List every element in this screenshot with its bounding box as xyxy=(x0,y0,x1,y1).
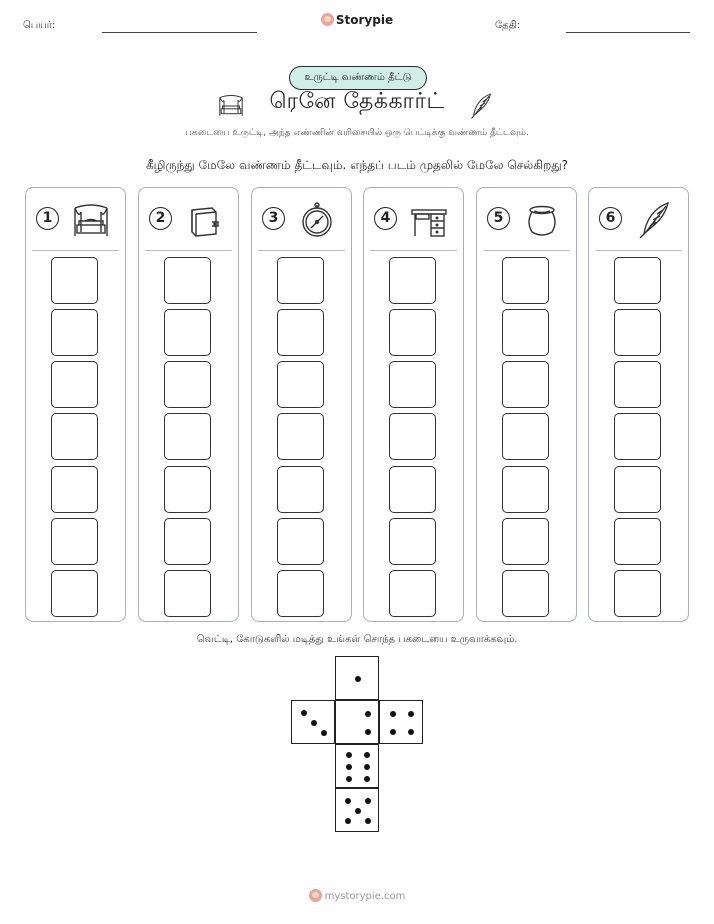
name-line[interactable] xyxy=(102,32,257,33)
dice-pip xyxy=(365,798,371,804)
dice-face xyxy=(335,700,379,744)
date-line[interactable] xyxy=(566,32,690,33)
desk-icon xyxy=(409,200,449,240)
color-box[interactable] xyxy=(614,309,661,356)
dice-pip xyxy=(345,818,351,824)
dice-pip xyxy=(346,776,352,782)
color-box[interactable] xyxy=(164,518,211,565)
color-box[interactable] xyxy=(502,518,549,565)
dice-pip xyxy=(321,730,327,736)
color-box[interactable] xyxy=(277,309,324,356)
dice-face xyxy=(335,788,379,832)
column-number: 4 xyxy=(374,207,397,230)
color-box[interactable] xyxy=(51,361,98,408)
color-box[interactable] xyxy=(51,309,98,356)
color-box[interactable] xyxy=(277,570,324,617)
color-box[interactable] xyxy=(614,570,661,617)
date-label: தேதி: xyxy=(495,20,521,31)
column-2 xyxy=(138,187,239,622)
color-box[interactable] xyxy=(277,518,324,565)
instruction: கீழிருந்து மேலே வண்ணம் தீட்டவும். எந்தப் படம் முதலில் மேலே செல்கிறது? xyxy=(145,158,569,172)
dice-pip xyxy=(365,729,371,735)
dice-pip xyxy=(390,711,396,717)
color-box[interactable] xyxy=(502,257,549,304)
color-box[interactable] xyxy=(389,570,436,617)
subtitle: பகடையை உருட்டி, அந்த எண்ணின் வரிசையில் ஒரு பெட்டிக்கு வண்ணம் தீட்டவும். xyxy=(185,128,529,138)
dice-face xyxy=(335,744,379,788)
column-divider xyxy=(483,250,570,251)
column-number: 6 xyxy=(599,207,622,230)
column-number: 5 xyxy=(487,207,510,230)
color-box[interactable] xyxy=(51,570,98,617)
color-box[interactable] xyxy=(614,518,661,565)
cut-instruction: வெட்டி, கோடுகளில் மடித்து உங்கள் சொந்த பகடையை உருவாக்கவும். xyxy=(196,634,518,645)
column-divider xyxy=(32,250,119,251)
color-box[interactable] xyxy=(502,466,549,513)
storypie-logo-icon xyxy=(321,13,334,26)
color-box[interactable] xyxy=(389,413,436,460)
color-box[interactable] xyxy=(502,309,549,356)
color-box[interactable] xyxy=(164,361,211,408)
dice-pip xyxy=(364,764,370,770)
dice-pip xyxy=(364,752,370,758)
color-box[interactable] xyxy=(614,413,661,460)
dice-pip xyxy=(364,776,370,782)
color-box[interactable] xyxy=(614,257,661,304)
color-box[interactable] xyxy=(389,466,436,513)
dice-face xyxy=(379,700,423,744)
color-box[interactable] xyxy=(277,413,324,460)
column-6 xyxy=(588,187,689,622)
page-title: ரெனே தேக்கார்ட் xyxy=(269,89,445,114)
column-divider xyxy=(595,250,682,251)
color-box[interactable] xyxy=(389,257,436,304)
color-box[interactable] xyxy=(389,361,436,408)
column-1 xyxy=(25,187,126,622)
color-box[interactable] xyxy=(614,466,661,513)
brand xyxy=(0,13,714,27)
color-box[interactable] xyxy=(277,361,324,408)
color-box[interactable] xyxy=(51,466,98,513)
column-number: 3 xyxy=(262,207,285,230)
brand-name: Storypie xyxy=(335,13,394,27)
color-box[interactable] xyxy=(389,309,436,356)
color-box[interactable] xyxy=(502,570,549,617)
name-label: பெயர்: xyxy=(23,20,56,31)
dice-face xyxy=(291,700,335,744)
color-box[interactable] xyxy=(614,361,661,408)
column-divider xyxy=(145,250,232,251)
color-box[interactable] xyxy=(164,309,211,356)
dice-pip xyxy=(346,752,352,758)
footer xyxy=(0,889,714,902)
column-divider xyxy=(370,250,457,251)
color-box[interactable] xyxy=(51,518,98,565)
color-box[interactable] xyxy=(277,257,324,304)
column-5 xyxy=(476,187,577,622)
color-box[interactable] xyxy=(389,518,436,565)
color-box[interactable] xyxy=(164,413,211,460)
dice-pip xyxy=(408,711,414,717)
column-4 xyxy=(363,187,464,622)
dice-pip xyxy=(345,798,351,804)
color-box[interactable] xyxy=(51,257,98,304)
dice-pip xyxy=(390,729,396,735)
activity-badge: உருட்டி வண்ணம் தீட்டு xyxy=(289,66,427,90)
dice-pip xyxy=(408,729,414,735)
dice-face xyxy=(335,656,379,700)
storypie-logo-icon xyxy=(309,889,322,902)
book-icon xyxy=(184,200,224,240)
dice-pip xyxy=(355,808,361,814)
color-box[interactable] xyxy=(502,361,549,408)
color-box[interactable] xyxy=(51,413,98,460)
color-box[interactable] xyxy=(164,257,211,304)
dice-pip xyxy=(346,764,352,770)
color-box[interactable] xyxy=(164,466,211,513)
dice-pip xyxy=(301,710,307,716)
dice-pip xyxy=(365,711,371,717)
canopy-bed-icon xyxy=(71,200,111,240)
dice-pip xyxy=(355,676,361,682)
dice-pip xyxy=(365,818,371,824)
footer-url: mystorypie.com xyxy=(324,891,406,902)
pot-icon xyxy=(522,200,562,240)
color-box[interactable] xyxy=(164,570,211,617)
column-number: 2 xyxy=(149,207,172,230)
column-divider xyxy=(258,250,345,251)
color-box[interactable] xyxy=(277,466,324,513)
color-box[interactable] xyxy=(502,413,549,460)
dice-pip xyxy=(311,720,317,726)
compass-icon xyxy=(297,200,337,240)
quill-icon xyxy=(468,89,496,123)
column-3 xyxy=(251,187,352,622)
quill-icon xyxy=(634,200,674,240)
column-number: 1 xyxy=(36,207,59,230)
